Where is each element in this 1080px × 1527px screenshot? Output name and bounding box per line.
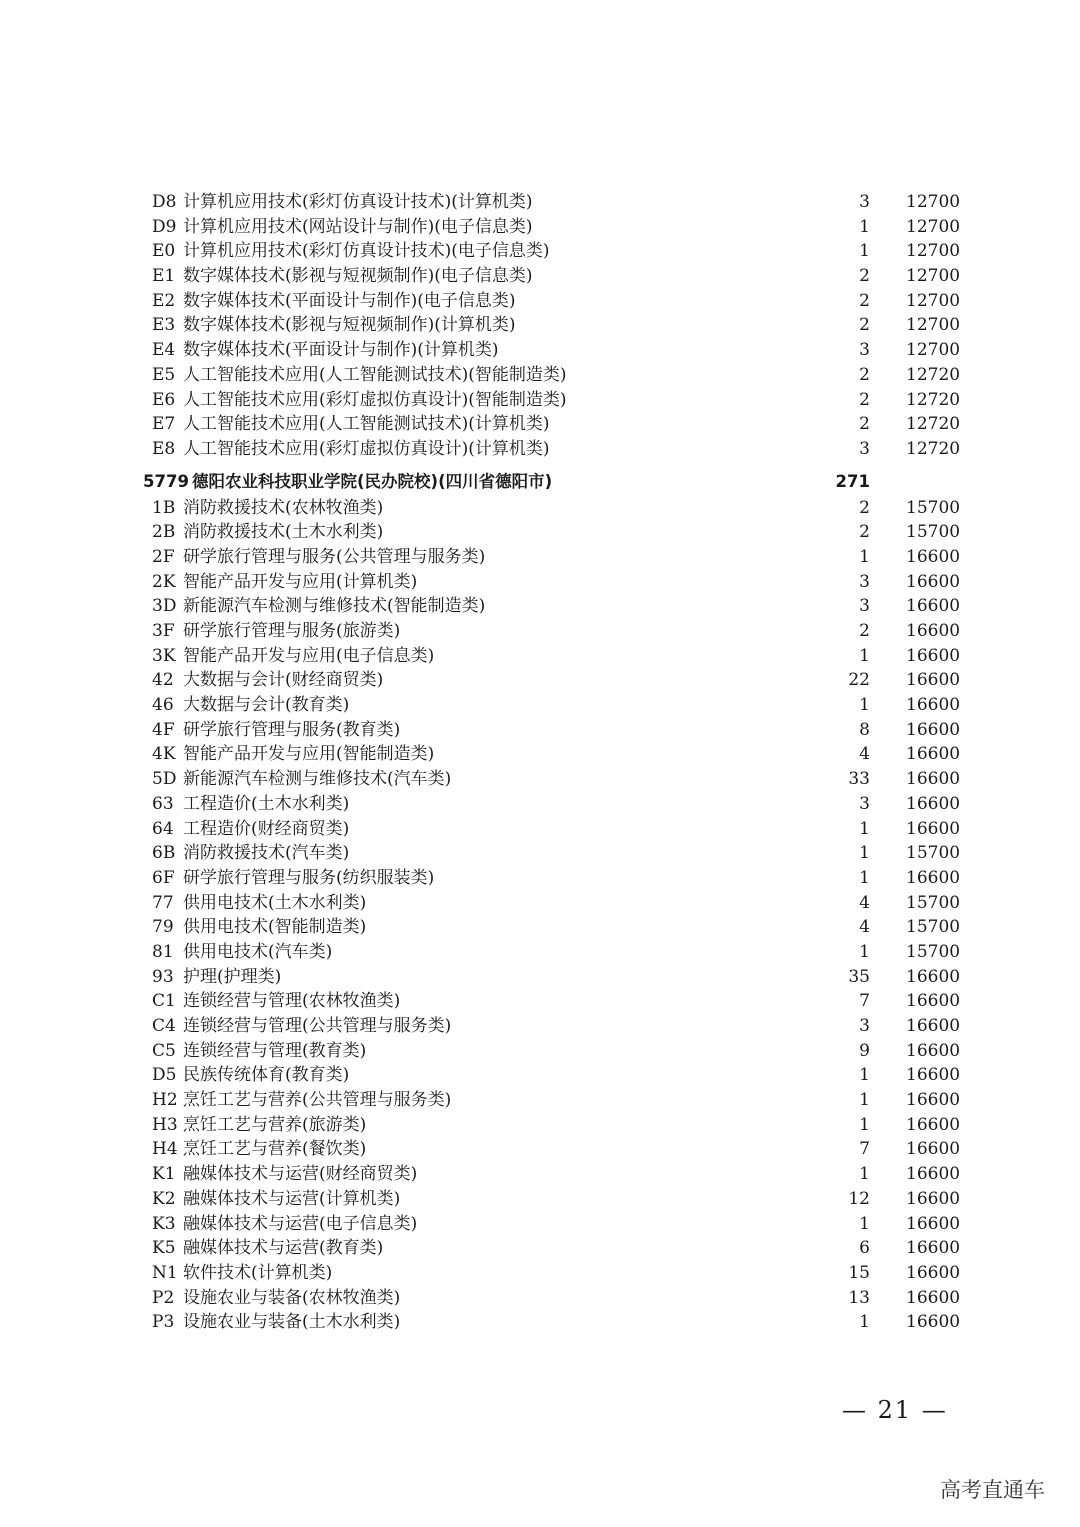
- program-row: [0, 363, 1080, 388]
- tuition-fee: 16600: [906, 966, 961, 987]
- program-code: D8: [152, 192, 177, 212]
- program-name: 新能源汽车检测与维修技术(智能制造类): [183, 596, 486, 617]
- program-code: 63: [152, 793, 174, 814]
- school-name: 德阳农业科技职业学院(民办院校)(四川省德阳市): [192, 471, 553, 491]
- tuition-fee: 15700: [906, 497, 961, 518]
- program-code: N1: [152, 1262, 178, 1283]
- program-name: 智能产品开发与应用(智能制造类): [183, 744, 435, 765]
- program-code: 81: [152, 941, 174, 962]
- program-row: [0, 742, 1080, 767]
- tuition-fee: 16600: [906, 793, 961, 814]
- program-row: [0, 668, 1080, 693]
- program-code: 4F: [152, 719, 175, 740]
- program-row: [0, 412, 1080, 437]
- program-row: [0, 313, 1080, 338]
- program-name: 消防救援技术(农林牧渔类): [183, 497, 384, 518]
- program-row: [0, 915, 1080, 940]
- program-row: [0, 496, 1080, 521]
- plan-count: 4: [859, 892, 870, 913]
- tuition-fee: 12700: [906, 192, 961, 212]
- program-code: 3D: [152, 596, 177, 617]
- tuition-fee: 16600: [906, 867, 961, 888]
- program-row: [0, 940, 1080, 965]
- tuition-fee: 16600: [906, 1238, 961, 1259]
- tuition-fee: 16600: [906, 1213, 961, 1234]
- program-row: [0, 545, 1080, 570]
- program-row: [0, 1113, 1080, 1138]
- program-code: C4: [152, 1016, 176, 1036]
- plan-count: 2: [859, 364, 870, 385]
- plan-count: 2: [859, 522, 870, 543]
- program-code: K5: [152, 1238, 176, 1259]
- program-code: E3: [152, 315, 176, 336]
- plan-count: 3: [859, 793, 870, 814]
- program-name: 智能产品开发与应用(计算机类): [183, 571, 418, 592]
- program-row: [0, 388, 1080, 413]
- plan-count: 4: [859, 744, 870, 765]
- plan-count: 2: [859, 315, 870, 336]
- plan-count: 2: [859, 621, 870, 641]
- school-total-plan: 271: [835, 471, 870, 491]
- tuition-fee: 16600: [906, 719, 961, 740]
- school-header-row: [0, 462, 1080, 496]
- program-code: 2F: [152, 546, 175, 567]
- plan-count: 1: [859, 241, 870, 262]
- program-name: 消防救援技术(土木水利类): [183, 522, 384, 543]
- plan-count: 3: [859, 1016, 870, 1036]
- program-name: 烹饪工艺与营养(旅游类): [183, 1114, 367, 1135]
- program-code: 2B: [152, 522, 176, 543]
- tuition-fee: 12720: [906, 364, 961, 385]
- program-row: [0, 718, 1080, 743]
- plan-count: 13: [848, 1287, 870, 1308]
- program-row: [0, 437, 1080, 462]
- program-name: 人工智能技术应用(人工智能测试技术)(智能制造类): [183, 364, 567, 385]
- program-row: [0, 1261, 1080, 1286]
- program-name: 设施农业与装备(土木水利类): [183, 1312, 401, 1333]
- program-row: [0, 1137, 1080, 1162]
- plan-count: 1: [859, 1090, 870, 1111]
- tuition-fee: 16600: [906, 1164, 961, 1185]
- tuition-fee: 12700: [906, 266, 961, 287]
- plan-count: 3: [859, 571, 870, 592]
- plan-count: 1: [859, 1312, 870, 1333]
- tuition-fee: 16600: [906, 596, 961, 617]
- plan-count: 1: [859, 645, 870, 666]
- program-name: 消防救援技术(汽车类): [183, 843, 350, 864]
- program-row: [0, 767, 1080, 792]
- program-row: [0, 644, 1080, 669]
- program-name: 连锁经营与管理(教育类): [183, 1040, 367, 1061]
- program-code: 6F: [152, 867, 175, 888]
- program-code: E5: [152, 364, 176, 385]
- program-row: [0, 891, 1080, 916]
- tuition-fee: 16600: [906, 1312, 961, 1333]
- program-name: 大数据与会计(教育类): [183, 695, 350, 716]
- program-code: 5D: [152, 769, 177, 790]
- plan-count: 1: [859, 1213, 870, 1234]
- plan-count: 2: [859, 497, 870, 518]
- tuition-fee: 16600: [906, 645, 961, 666]
- plan-count: 9: [859, 1040, 870, 1061]
- program-name: 研学旅行管理与服务(纺织服装类): [183, 867, 435, 888]
- program-row: [0, 1187, 1080, 1212]
- program-row: [0, 841, 1080, 866]
- plan-count: 1: [859, 695, 870, 716]
- program-row: [0, 1236, 1080, 1261]
- program-code: 46: [152, 695, 174, 716]
- program-code: H2: [152, 1090, 178, 1111]
- page-number: — 21 —: [842, 1396, 948, 1424]
- program-code: 77: [152, 892, 174, 913]
- program-row: [0, 239, 1080, 264]
- program-name: 大数据与会计(财经商贸类): [183, 670, 384, 691]
- plan-count: 1: [859, 941, 870, 962]
- plan-count: 1: [859, 1065, 870, 1086]
- tuition-fee: 16600: [906, 1188, 961, 1209]
- program-name: 软件技术(计算机类): [183, 1262, 333, 1283]
- program-row: [0, 817, 1080, 842]
- plan-count: 4: [859, 917, 870, 938]
- tuition-fee: 12720: [906, 414, 961, 435]
- tuition-fee: 16600: [906, 1114, 961, 1135]
- program-code: 6B: [152, 843, 176, 864]
- tuition-fee: 12700: [906, 290, 961, 311]
- plan-count: 2: [859, 389, 870, 410]
- program-name: 融媒体技术与运营(计算机类): [183, 1188, 401, 1209]
- program-name: 民族传统体育(教育类): [183, 1065, 350, 1086]
- tuition-fee: 16600: [906, 818, 961, 839]
- tuition-fee: 16600: [906, 695, 961, 716]
- program-row: [0, 215, 1080, 240]
- program-name: 供用电技术(汽车类): [183, 941, 333, 962]
- enrollment-table: [0, 190, 1080, 1335]
- program-code: D9: [152, 216, 177, 237]
- program-name: 计算机应用技术(彩灯仿真设计技术)(计算机类): [183, 192, 533, 212]
- program-row: [0, 1286, 1080, 1311]
- program-name: 数字媒体技术(影视与短视频制作)(电子信息类): [183, 266, 533, 287]
- plan-count: 3: [859, 596, 870, 617]
- tuition-fee: 15700: [906, 843, 961, 864]
- program-code: 79: [152, 917, 174, 938]
- watermark-text: 高考直通车: [940, 1478, 1045, 1502]
- program-code: E4: [152, 340, 176, 361]
- tuition-fee: 16600: [906, 1090, 961, 1111]
- program-row: [0, 1310, 1080, 1335]
- plan-count: 7: [859, 1139, 870, 1160]
- program-name: 供用电技术(智能制造类): [183, 917, 367, 938]
- plan-count: 3: [859, 192, 870, 212]
- plan-count: 3: [859, 340, 870, 361]
- tuition-fee: 15700: [906, 941, 961, 962]
- tuition-fee: 15700: [906, 917, 961, 938]
- program-name: 融媒体技术与运营(财经商贸类): [183, 1164, 418, 1185]
- program-name: 人工智能技术应用(彩灯虚拟仿真设计)(智能制造类): [183, 389, 567, 410]
- plan-count: 1: [859, 216, 870, 237]
- program-code: 64: [152, 818, 174, 839]
- program-row: [0, 965, 1080, 990]
- program-name: 人工智能技术应用(人工智能测试技术)(计算机类): [183, 414, 550, 435]
- plan-count: 1: [859, 843, 870, 864]
- tuition-fee: 12720: [906, 389, 961, 410]
- tuition-fee: 16600: [906, 744, 961, 765]
- program-name: 计算机应用技术(网站设计与制作)(电子信息类): [183, 216, 533, 237]
- program-row: [0, 520, 1080, 545]
- program-name: 连锁经营与管理(农林牧渔类): [183, 991, 401, 1012]
- program-code: P2: [152, 1287, 175, 1308]
- tuition-fee: 16600: [906, 1065, 961, 1086]
- tuition-fee: 16600: [906, 1262, 961, 1283]
- tuition-fee: 16600: [906, 1287, 961, 1308]
- program-row: [0, 1162, 1080, 1187]
- program-code: K1: [152, 1164, 176, 1185]
- program-code: D5: [152, 1065, 177, 1086]
- program-code: E0: [152, 241, 176, 262]
- tuition-fee: 15700: [906, 892, 961, 913]
- plan-count: 15: [848, 1262, 870, 1283]
- plan-count: 1: [859, 1114, 870, 1135]
- program-name: 工程造价(财经商贸类): [183, 818, 350, 839]
- program-code: H3: [152, 1114, 178, 1135]
- plan-count: 6: [859, 1238, 870, 1259]
- program-name: 研学旅行管理与服务(公共管理与服务类): [183, 546, 486, 567]
- program-list-previous-school: [0, 190, 1080, 462]
- program-name: 计算机应用技术(彩灯仿真设计技术)(电子信息类): [183, 241, 550, 262]
- program-row: [0, 619, 1080, 644]
- program-row: [0, 792, 1080, 817]
- program-code: E2: [152, 290, 176, 311]
- plan-count: 2: [859, 414, 870, 435]
- program-row: [0, 570, 1080, 595]
- tuition-fee: 16600: [906, 571, 961, 592]
- program-name: 智能产品开发与应用(电子信息类): [183, 645, 435, 666]
- program-code: K2: [152, 1188, 176, 1209]
- program-code: 4K: [152, 744, 176, 765]
- program-code: 93: [152, 966, 174, 987]
- program-name: 供用电技术(土木水利类): [183, 892, 367, 913]
- tuition-fee: 16600: [906, 991, 961, 1012]
- program-row: [0, 264, 1080, 289]
- program-code: C5: [152, 1040, 176, 1061]
- tuition-fee: 16600: [906, 670, 961, 691]
- tuition-fee: 16600: [906, 1016, 961, 1036]
- program-code: H4: [152, 1139, 178, 1160]
- plan-count: 2: [859, 290, 870, 311]
- tuition-fee: 12700: [906, 241, 961, 262]
- program-code: 42: [152, 670, 174, 691]
- program-row: [0, 1088, 1080, 1113]
- program-code: E8: [152, 438, 176, 459]
- plan-count: 35: [848, 966, 870, 987]
- program-code: K3: [152, 1213, 176, 1234]
- plan-count: 33: [848, 769, 870, 790]
- program-code: 1B: [152, 497, 176, 518]
- program-name: 烹饪工艺与营养(公共管理与服务类): [183, 1090, 452, 1111]
- school-code: 5779: [143, 471, 189, 491]
- program-code: 3F: [152, 621, 175, 641]
- program-name: 融媒体技术与运营(电子信息类): [183, 1213, 418, 1234]
- plan-count: 12: [848, 1188, 870, 1209]
- tuition-fee: 16600: [906, 621, 961, 641]
- program-name: 数字媒体技术(平面设计与制作)(电子信息类): [183, 290, 516, 311]
- program-name: 烹饪工艺与营养(餐饮类): [183, 1139, 367, 1160]
- program-name: 护理(护理类): [183, 966, 282, 987]
- tuition-fee: 16600: [906, 1139, 961, 1160]
- program-row: [0, 1014, 1080, 1039]
- program-row: [0, 1212, 1080, 1237]
- tuition-fee: 12720: [906, 438, 961, 459]
- tuition-fee: 16600: [906, 769, 961, 790]
- program-name: 数字媒体技术(平面设计与制作)(计算机类): [183, 340, 499, 361]
- program-row: [0, 989, 1080, 1014]
- program-name: 设施农业与装备(农林牧渔类): [183, 1287, 401, 1308]
- program-row: [0, 693, 1080, 718]
- tuition-fee: 12700: [906, 340, 961, 361]
- program-name: 新能源汽车检测与维修技术(汽车类): [183, 769, 452, 790]
- tuition-fee: 12700: [906, 315, 961, 336]
- program-row: [0, 1063, 1080, 1088]
- program-name: 研学旅行管理与服务(教育类): [183, 719, 401, 740]
- plan-count: 22: [848, 670, 870, 691]
- program-list-school: [0, 496, 1080, 1335]
- plan-count: 2: [859, 266, 870, 287]
- program-row: [0, 190, 1080, 215]
- plan-count: 1: [859, 867, 870, 888]
- program-name: 研学旅行管理与服务(旅游类): [183, 621, 401, 641]
- tuition-fee: 12700: [906, 216, 961, 237]
- program-name: 工程造价(土木水利类): [183, 793, 350, 814]
- program-name: 连锁经营与管理(公共管理与服务类): [183, 1016, 452, 1036]
- program-row: [0, 866, 1080, 891]
- program-code: P3: [152, 1312, 175, 1333]
- program-code: 2K: [152, 571, 176, 592]
- program-row: [0, 1039, 1080, 1064]
- program-code: 3K: [152, 645, 176, 666]
- plan-count: 8: [859, 719, 870, 740]
- program-code: E6: [152, 389, 176, 410]
- program-name: 人工智能技术应用(彩灯虚拟仿真设计)(计算机类): [183, 438, 550, 459]
- tuition-fee: 16600: [906, 1040, 961, 1061]
- plan-count: 1: [859, 818, 870, 839]
- plan-count: 3: [859, 438, 870, 459]
- program-row: [0, 338, 1080, 363]
- program-name: 融媒体技术与运营(教育类): [183, 1238, 384, 1259]
- tuition-fee: 15700: [906, 522, 961, 543]
- tuition-fee: 16600: [906, 546, 961, 567]
- plan-count: 7: [859, 991, 870, 1012]
- program-row: [0, 289, 1080, 314]
- program-code: E1: [152, 266, 176, 287]
- program-code: E7: [152, 414, 176, 435]
- plan-count: 1: [859, 1164, 870, 1185]
- program-row: [0, 594, 1080, 619]
- program-code: C1: [152, 991, 176, 1012]
- program-name: 数字媒体技术(影视与短视频制作)(计算机类): [183, 315, 516, 336]
- plan-count: 1: [859, 546, 870, 567]
